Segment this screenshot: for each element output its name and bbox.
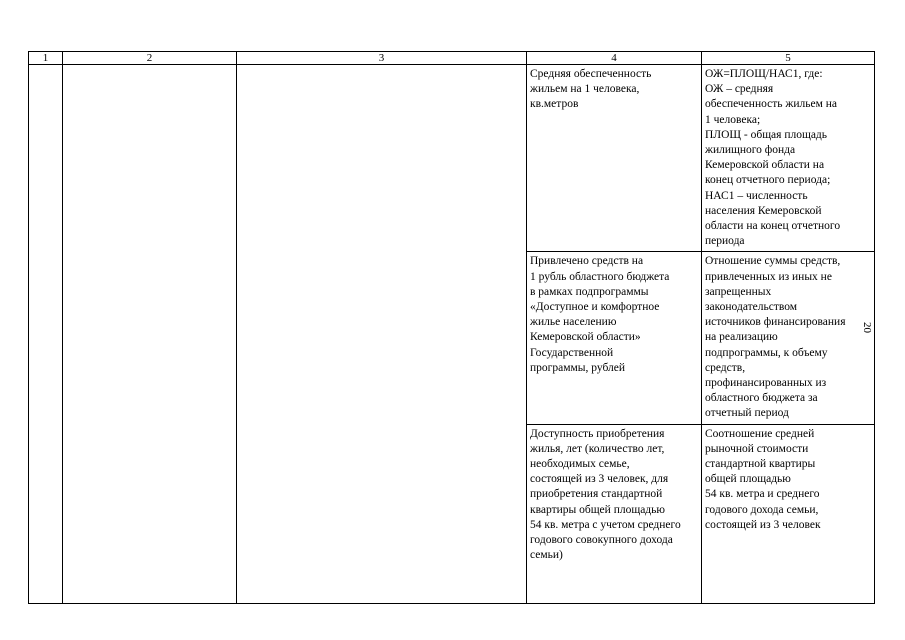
column-header-4: 4 <box>527 52 702 65</box>
page-number: 20 <box>861 322 873 333</box>
column-header-3: 3 <box>237 52 527 65</box>
header-row <box>29 52 875 65</box>
indicator-cell: Доступность приобретения жилья, лет (количество лет, необходимых семье, состоящей из 3 человек, для приобретения стандартной квартиры общей площадью 54 кв. метра с учетом среднего годового совокупного дохода семьи) <box>527 424 702 603</box>
column-1-cell <box>29 65 63 604</box>
method-cell: Соотношение средней рыночной стоимости стандартной квартиры общей площадью 54 кв. метра и среднего годового дохода семьи, состоящей из 3 человек <box>702 424 875 603</box>
column-3-cell <box>237 65 527 604</box>
method-cell: ОЖ=ПЛОЩ/НАС1, где: ОЖ – средняя обеспеченность жильем на 1 человека; ПЛОЩ - общая площадь жилищного фонда Кемеровской области на конец отчетного периода; НАС1 – численность населения Кемеровской области на конец отчетного периода <box>702 65 875 252</box>
method-cell: Отношение суммы средств, привлеченных из иных не запрещенных законодательством источников финансирования на реализацию подпрограммы, к объему средств, профинансированных из областного бюджета за отчетный период <box>702 252 875 424</box>
indicator-cell: Средняя обеспеченность жильем на 1 человека, кв.метров <box>527 65 702 252</box>
indicator-cell: Привлечено средств на 1 рубль областного бюджета в рамках подпрограммы «Доступное и комфортное жилье населению Кемеровской области» Государственной программы, рублей <box>527 252 702 424</box>
column-header-1: 1 <box>29 52 63 65</box>
document-table <box>28 51 875 604</box>
column-header-5: 5 <box>702 52 875 65</box>
column-header-2: 2 <box>63 52 237 65</box>
column-2-cell <box>63 65 237 604</box>
table-row <box>29 65 875 252</box>
